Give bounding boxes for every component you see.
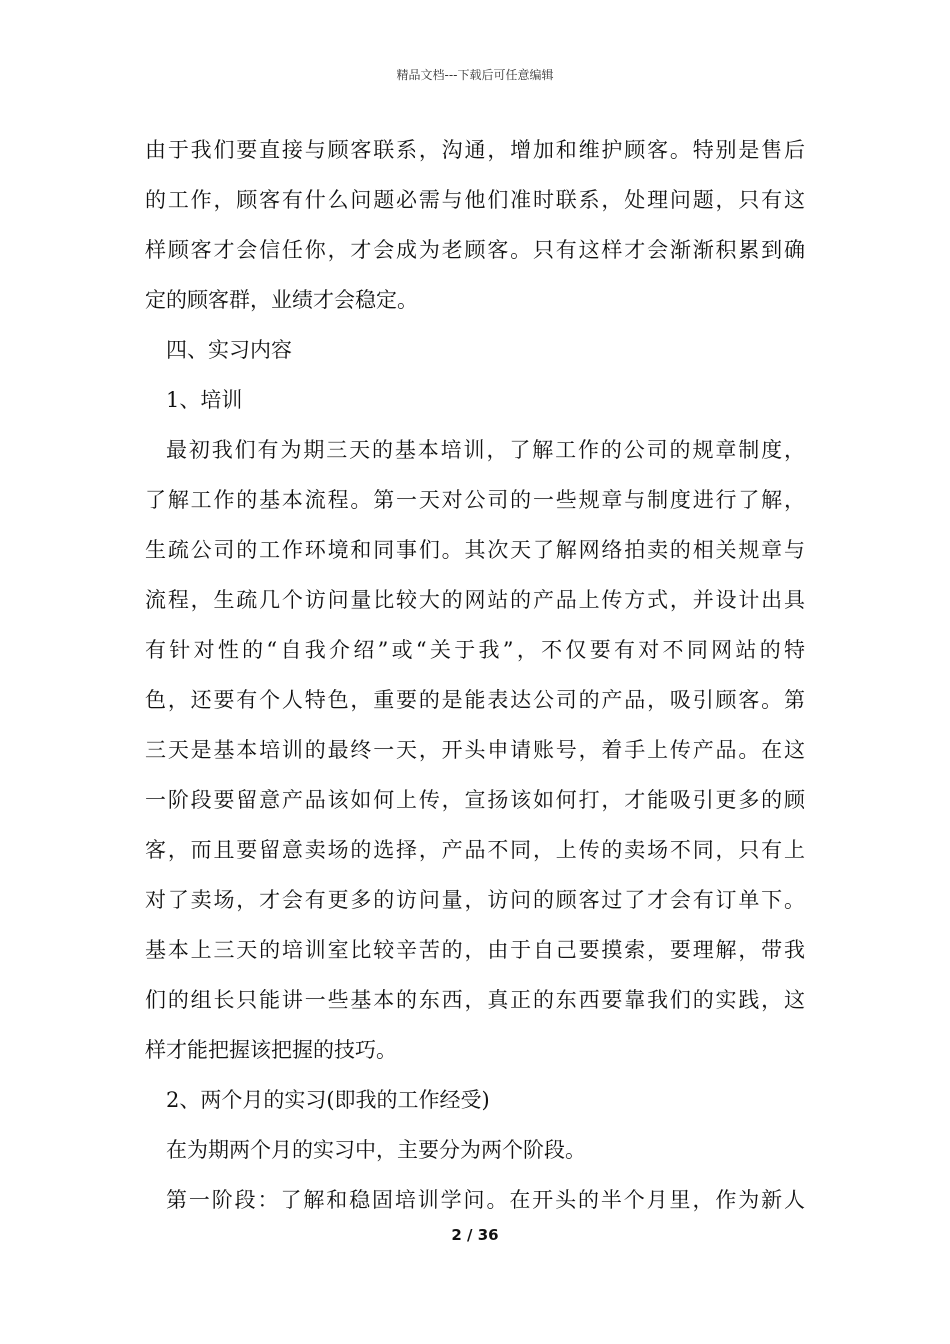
- body-line: 客，而且要留意卖场的选择，产品不同，上传的卖场不同，只有上: [145, 838, 805, 862]
- body-line: 基本上三天的培训室比较辛苦的，由于自己要摸索，要理解，带我: [145, 938, 805, 962]
- body-line: 三天是基本培训的最终一天，开头申请账号，着手上传产品。在这: [145, 738, 805, 762]
- page-number: 2 / 36: [451, 1226, 499, 1244]
- body-line: 一阶段要留意产品该如何上传，宣扬该如何打，才能吸引更多的顾: [145, 788, 805, 812]
- body-line: 样才能把握该把握的技巧。: [145, 1038, 397, 1062]
- body-line: 最初我们有为期三天的基本培训，了解工作的公司的规章制度，: [166, 438, 805, 462]
- body-line: 在为期两个月的实习中，主要分为两个阶段。: [166, 1138, 586, 1162]
- body-line: 色，还要有个人特色，重要的是能表达公司的产品，吸引顾客。第: [145, 688, 805, 712]
- body-line: 流程，生疏几个访问量比较大的网站的产品上传方式，并设计出具: [145, 588, 805, 612]
- body-line: 第一阶段：了解和稳固培训学问。在开头的半个月里，作为新人: [166, 1188, 805, 1212]
- section-heading: 四、实习内容: [166, 338, 292, 362]
- body-line: 了解工作的基本流程。第一天对公司的一些规章与制度进行了解，: [145, 488, 805, 512]
- body-line: 样顾客才会信任你，才会成为老顾客。只有这样才会渐渐积累到确: [145, 238, 805, 262]
- body-line: 有针对性的“自我介绍”或“关于我”，不仅要有对不同网站的特: [145, 638, 805, 662]
- body-line: 由于我们要直接与顾客联系，沟通，增加和维护顾客。特别是售后: [145, 138, 805, 162]
- body-line: 的工作，顾客有什么问题必需与他们准时联系，处理问题，只有这: [145, 188, 805, 212]
- body-line: 定的顾客群，业绩才会稳定。: [145, 288, 418, 312]
- subsection-heading: 2、两个月的实习(即我的工作经受): [166, 1088, 490, 1112]
- body-line: 们的组长只能讲一些基本的东西，真正的东西要靠我们的实践，这: [145, 988, 805, 1012]
- body-line: 对了卖场，才会有更多的访问量，访问的顾客过了才会有订单下。: [145, 888, 805, 912]
- subsection-heading: 1、培训: [166, 388, 243, 412]
- document-body: [145, 125, 805, 1225]
- body-line: 生疏公司的工作环境和同事们。其次天了解网络拍卖的相关规章与: [145, 538, 805, 562]
- page-header: 精品文档---下载后可任意编辑: [396, 68, 554, 82]
